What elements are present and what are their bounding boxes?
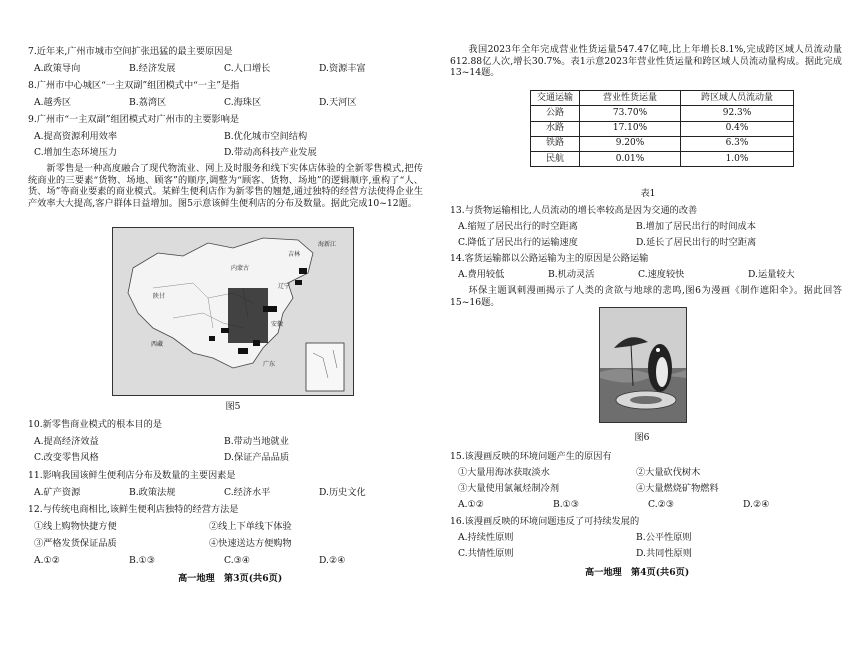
option[interactable]: A.提高经济效益 (34, 436, 99, 447)
option[interactable]: A.①② (458, 499, 485, 510)
option[interactable]: B.增加了居民出行的时间成本 (636, 221, 756, 232)
table-header-row (531, 91, 794, 106)
map-label: 吉林 (288, 251, 301, 258)
q11-options (34, 487, 366, 499)
table-cell: 0.01% (580, 152, 681, 167)
option[interactable]: B.优化城市空间结构 (224, 131, 308, 142)
option[interactable]: A.费用较低 (458, 269, 505, 280)
option[interactable]: B.机动灵活 (548, 269, 595, 280)
option[interactable]: D.历史文化 (319, 487, 366, 498)
q9-options-row2 (34, 147, 317, 159)
option[interactable]: D.②④ (319, 555, 346, 566)
q8-options (34, 97, 357, 109)
table-cell: 水路 (531, 121, 580, 136)
option[interactable]: C.降低了居民出行的运输速度 (458, 237, 578, 248)
option[interactable]: A.提高资源利用效率 (34, 131, 118, 142)
transport-intro: 我国2023年全年完成营业性货运量547.47亿吨,比上年增长8.1%,完成跨区域人员流动量612.88亿人次,增长30.7%。表1示意2023年营业性货运量和跨区域人员流动量构成。据此完成13~14题。 (450, 44, 842, 78)
option[interactable]: C.速度较快 (638, 269, 685, 280)
q12-options (34, 555, 345, 567)
option[interactable]: A.矿产资源 (34, 487, 81, 498)
table-1-caption: 表1 (640, 188, 656, 199)
option[interactable]: A.越秀区 (34, 97, 72, 108)
figure-6-caption: 图6 (634, 432, 650, 443)
q13-options-row2 (458, 237, 756, 249)
option[interactable]: B.政策法规 (129, 487, 176, 498)
statement: ①线上购物快捷方便 (34, 521, 117, 532)
map-label: 广东 (263, 361, 276, 368)
option[interactable]: B.带动当地就业 (224, 436, 289, 447)
q16-options-row2 (458, 548, 692, 560)
store-marker (221, 328, 229, 333)
q9-stem: 9.广州市“一主双副”组团模式对广州市的主要影响是 (28, 114, 240, 125)
option[interactable]: B.①③ (129, 555, 156, 566)
map-label: 西藏 (151, 341, 164, 348)
option[interactable]: D.带动高科技产业发展 (224, 147, 317, 158)
option[interactable]: D.保证产品品质 (224, 452, 290, 463)
china-map-figure (112, 227, 354, 396)
option[interactable]: D.运量较大 (748, 269, 795, 280)
option[interactable]: A.缩短了居民出行的时空距离 (458, 221, 578, 232)
retail-passage: 新零售是一种高度融合了现代物流业、网上及时服务和线下实体店体验的全新零售模式,把传统商业的三要素“货物、场地、顾客”的顺序,调整为“顾客、货物、场地”的逻辑顺序,重构了“人、货、场”等商业要素的商业模式。某鲜生便利店作为新零售的翘楚,通过独特的经营方法使得企业生产效率大大提高,客户群体日益增加。图5示意该鲜生便利店的分布及数量。据此完成10~12题。 (28, 163, 423, 209)
table-1 (530, 90, 794, 167)
q16-options-row1 (458, 532, 692, 544)
option[interactable]: B.荔湾区 (129, 97, 167, 108)
store-marker (209, 336, 215, 341)
table-cell: 9.20% (580, 136, 681, 151)
q13-stem: 13.与货物运输相比,人员流动的增长率较高是因为交通的改善 (450, 205, 698, 216)
statement: ①大量用海冰获取淡水 (458, 467, 550, 478)
cartoon-figure (599, 307, 687, 423)
q10-options-row1 (34, 436, 289, 448)
q13-options-row1 (458, 221, 756, 233)
map-label: 辽宁 (278, 283, 291, 290)
option[interactable]: D.共同性原则 (636, 548, 692, 559)
q7-options (34, 63, 366, 75)
q15-options (458, 499, 769, 511)
q14-stem: 14.客货运输都以公路运输为主的原因是公路运输 (450, 253, 649, 264)
option[interactable]: C.②③ (648, 499, 675, 510)
q14-options (458, 269, 795, 281)
option[interactable]: C.人口增长 (224, 63, 271, 74)
option[interactable]: D.天河区 (319, 97, 357, 108)
option[interactable]: D.资源丰富 (319, 63, 366, 74)
option[interactable]: B.经济发展 (129, 63, 176, 74)
table-cell: 民航 (531, 152, 580, 167)
page-footer-left: 高一地理 第3页(共6页) (178, 573, 283, 584)
q9-options-row1 (34, 131, 307, 143)
option[interactable]: C.经济水平 (224, 487, 271, 498)
map-label: 内蒙古 (231, 265, 250, 272)
q10-stem: 10.新零售商业模式的根本目的是 (28, 419, 163, 430)
map-label: 海新江 (318, 241, 337, 248)
table-row (531, 121, 794, 136)
table-header: 营业性货运量 (580, 91, 681, 106)
cartoon-svg (600, 308, 686, 422)
q12-items-row1 (34, 521, 292, 533)
option[interactable]: C.海珠区 (224, 97, 262, 108)
store-marker (295, 280, 302, 285)
store-density-area (228, 288, 268, 343)
table-cell: 17.10% (580, 121, 681, 136)
store-marker (253, 340, 260, 346)
option[interactable]: D.延长了居民出行的时空距离 (636, 237, 757, 248)
option[interactable]: A.政策导向 (34, 63, 81, 74)
option[interactable]: C.改变零售风格 (34, 452, 99, 463)
q15-items-row1 (458, 467, 700, 479)
q16-stem: 16.该漫画反映的环境问题违反了可持续发展的 (450, 516, 640, 527)
table-header: 跨区域人员流动量 (681, 91, 794, 106)
map-label: 安徽 (271, 321, 284, 328)
statement: ④快速送达方便购物 (209, 538, 292, 549)
option[interactable]: B.公平性原则 (636, 532, 692, 543)
table-header: 交通运输 (531, 91, 580, 106)
statement: ②大量砍伐树木 (636, 467, 701, 478)
q12-stem: 12.与传统电商相比,该鲜生便利店独特的经营方法是 (28, 504, 239, 515)
q15-stem: 15.该漫画反映的环境问题产生的原因有 (450, 451, 612, 462)
statement: ③大量使用氯氟烃制冷剂 (458, 483, 560, 494)
map-label: 陕甘 (153, 293, 166, 300)
q10-options-row2 (34, 452, 289, 464)
table-cell: 6.3% (681, 136, 794, 151)
option[interactable]: C.增加生态环境压力 (34, 147, 118, 158)
cartoon-passage: 环保主题讽刺漫画揭示了人类的贪欲与地球的悲鸣,图6为漫画《制作遮阳伞》。据此回答15~16题。 (450, 285, 842, 308)
table-cell: 73.70% (580, 106, 681, 121)
table-cell: 92.3% (681, 106, 794, 121)
china-map-svg (113, 228, 353, 395)
table-row (531, 136, 794, 151)
q12-items-row2 (34, 538, 292, 550)
table-cell: 0.4% (681, 121, 794, 136)
store-marker (299, 268, 307, 274)
q8-stem: 8.广州市中心城区“一主双副”组团模式中“一主”是指 (28, 80, 240, 91)
page-footer-right: 高一地理 第4页(共6页) (585, 567, 690, 578)
statement: ③严格发货保证品质 (34, 538, 117, 549)
store-marker (263, 306, 277, 312)
statement: ②线上下单线下体验 (209, 521, 292, 532)
store-marker (238, 348, 248, 354)
table-row (531, 152, 794, 167)
figure-5-caption: 图5 (225, 401, 241, 412)
q7-stem: 7.近年来,广州市城市空间扩张迅猛的最主要原因是 (28, 46, 233, 57)
table-cell: 公路 (531, 106, 580, 121)
option[interactable]: B.①③ (553, 499, 580, 510)
option[interactable]: A.①② (34, 555, 61, 566)
statement: ④大量燃烧矿物燃料 (636, 483, 719, 494)
table-cell: 铁路 (531, 136, 580, 151)
table-row (531, 106, 794, 121)
q15-items-row2 (458, 483, 719, 495)
option[interactable]: C.共情性原则 (458, 548, 514, 559)
table-cell: 1.0% (681, 152, 794, 167)
option[interactable]: D.②④ (743, 499, 770, 510)
option[interactable]: C.③④ (224, 555, 251, 566)
option[interactable]: A.持续性原则 (458, 532, 514, 543)
q11-stem: 11.影响我国该鲜生便利店分布及数量的主要因素是 (28, 470, 236, 481)
